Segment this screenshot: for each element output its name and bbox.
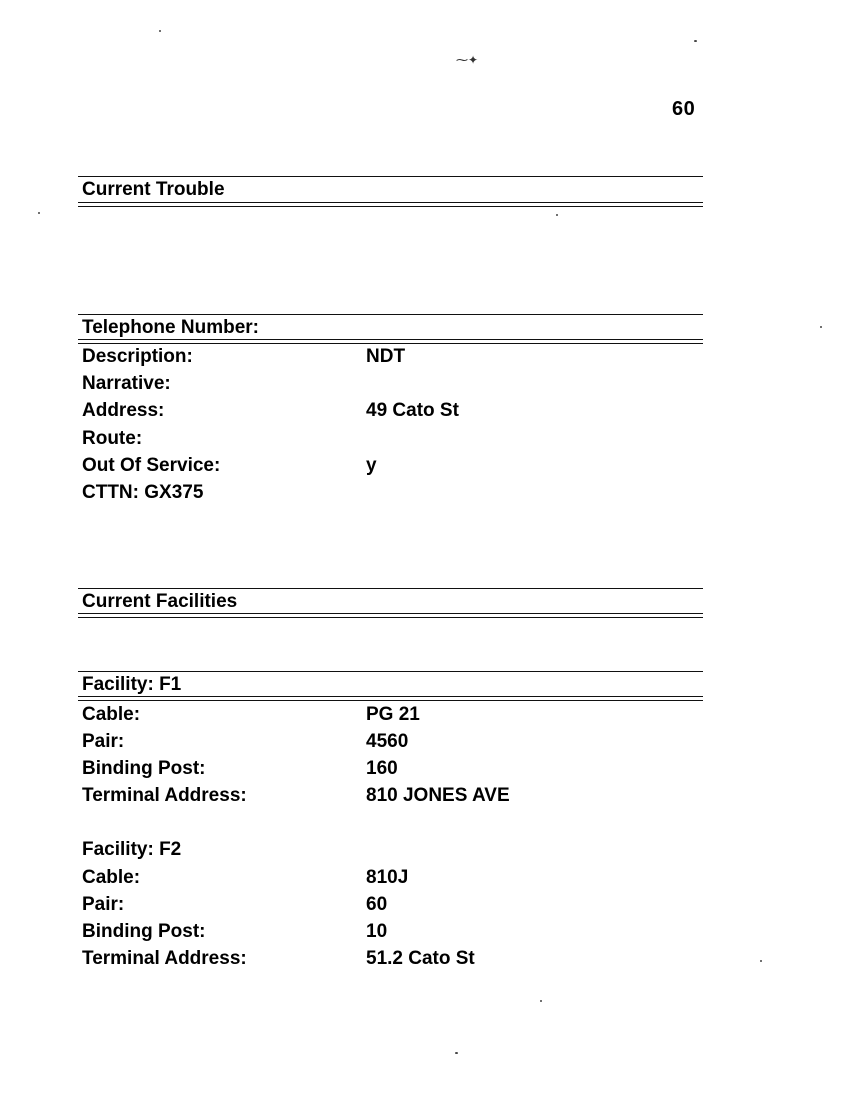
scan-speck: [38, 212, 40, 214]
narrative-label: Narrative:: [82, 373, 171, 394]
section-bottom-rule: [78, 202, 703, 207]
f1-terminal-address-label: Terminal Address:: [82, 785, 247, 806]
f2-cable-label: Cable:: [82, 867, 141, 888]
description-label: Description:: [82, 346, 193, 367]
f1-terminal-address-value: 810 JONES AVE: [366, 785, 510, 806]
section-top-rule: [78, 588, 703, 589]
address-label: Address:: [82, 400, 165, 421]
section-bottom-rule: [78, 696, 703, 701]
f1-cable-value: PG 21: [366, 704, 420, 725]
current-facilities-heading: Current Facilities: [82, 591, 238, 612]
description-value: NDT: [366, 346, 406, 367]
scan-speck: [760, 960, 762, 962]
f2-pair-value: 60: [366, 894, 388, 915]
f2-cable-value: 810J: [366, 867, 409, 888]
facility-f1-heading: Facility: F1: [82, 674, 182, 695]
f2-terminal-address-label: Terminal Address:: [82, 948, 247, 969]
out-of-service-label: Out Of Service:: [82, 455, 221, 476]
f1-binding-post-value: 160: [366, 758, 398, 779]
f2-binding-post-label: Binding Post:: [82, 921, 206, 942]
section-bottom-rule: [78, 339, 703, 344]
telephone-number-heading: Telephone Number:: [82, 317, 259, 338]
f1-cable-label: Cable:: [82, 704, 141, 725]
out-of-service-value: y: [366, 455, 377, 476]
f1-pair-value: 4560: [366, 731, 409, 752]
scan-speck: [455, 1052, 458, 1054]
page-number: 60: [672, 98, 696, 120]
current-trouble-heading: Current Trouble: [82, 179, 225, 200]
section-bottom-rule: [78, 613, 703, 618]
scan-speck: [556, 214, 558, 216]
f1-pair-label: Pair:: [82, 731, 125, 752]
f2-binding-post-value: 10: [366, 921, 388, 942]
scan-speck: [694, 40, 697, 42]
scan-speck: [540, 1000, 542, 1002]
scan-artifact-mark: ⁓✦: [456, 53, 479, 67]
section-top-rule: [78, 671, 703, 672]
f1-binding-post-label: Binding Post:: [82, 758, 206, 779]
address-value: 49 Cato St: [366, 400, 459, 421]
cttn-line: CTTN: GX375: [82, 482, 204, 503]
f2-terminal-address-value: 51.2 Cato St: [366, 948, 475, 969]
facility-f2-heading: Facility: F2: [82, 839, 182, 860]
section-top-rule: [78, 176, 703, 177]
route-label: Route:: [82, 428, 143, 449]
f2-pair-label: Pair:: [82, 894, 125, 915]
scan-speck: [159, 30, 161, 32]
section-top-rule: [78, 314, 703, 315]
scan-speck: [820, 326, 822, 328]
